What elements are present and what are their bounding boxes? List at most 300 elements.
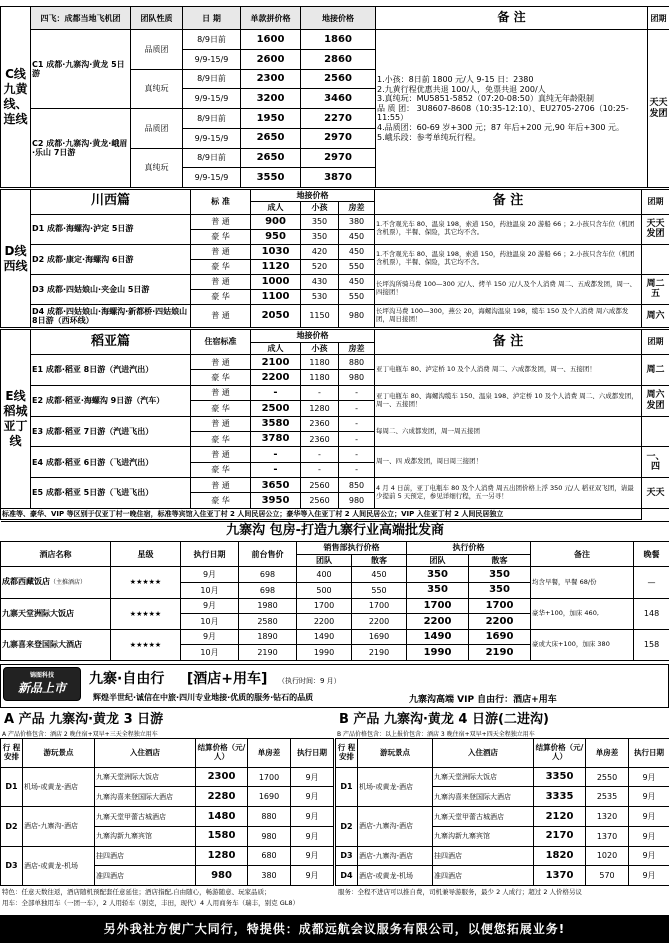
month-cell: 10月 [181,614,239,630]
star-rating: ★★★★★ [111,567,181,598]
price-row [1,304,669,327]
exec-fit-price: 1690 [469,629,531,645]
local-price-cell: 2560 [301,69,376,89]
standard-cell: 普 通 [191,355,251,370]
child-price: 1280 [301,401,339,416]
day-cell: D3 [336,846,358,866]
standard-cell: 普 通 [191,416,251,431]
standard-cell: 豪 华 [191,229,251,244]
child-price: 530 [301,289,339,304]
local-price-cell: 2270 [301,109,376,129]
product-row [1,807,334,827]
exec-team-price: 350 [407,567,469,583]
note-line: 品 质 团： 3U8607-8608（10:35-12:10）、EU2705-2706（10:25-11:55） [377,103,629,123]
header-row [1,330,669,343]
line-c-label: C线 九黄线、连线 [1,7,31,188]
sales-team-price: 500 [297,582,352,598]
departure-side: 周二 [642,355,669,386]
month-cell: 9月 [181,629,239,645]
product-header: 执行日期 [629,739,669,768]
price-cell: 2600 [241,50,301,70]
single-diff: 1700 [248,767,291,787]
exec-date: 9月 [291,807,334,827]
child-price: 2560 [301,478,339,493]
header-cell: 地接价格 [301,7,376,30]
route-name: D1 成都·海螺沟·泸定 5日游 [31,214,191,244]
day-cell: D4 [336,866,358,886]
section-free-travel [0,664,669,708]
hotel-subheader: 散客 [469,554,531,567]
hotel-cell: 九寨天堂甲蕾古城酒店 [433,807,534,827]
settle-price: 2300 [196,767,248,787]
product-header: 结算价格（元/人） [196,739,248,768]
single-diff: 2535 [586,787,629,807]
group-type: 真纯玩 [131,69,183,108]
route-note: 周一、四 成都发团，周日周三接团！ [375,447,642,478]
single-diff: 570 [586,866,629,886]
exec-date: 9月 [629,866,669,886]
header-cell: 日 期 [183,7,241,30]
dinner-price: — [634,567,669,598]
adult-price: 3950 [251,493,301,508]
sales-fit-price: 550 [352,582,407,598]
price-row [1,355,669,370]
price-row [1,244,669,259]
spot-cell: 机场-或黄龙-酒店 [23,767,95,806]
product-header: 单房差 [248,739,291,768]
price-cell: 3200 [241,89,301,109]
exec-date: 9月 [629,807,669,827]
exec-date: 9月 [629,767,669,787]
adult-price: 900 [251,214,301,229]
note-line: 2.九黄行程优惠共退 100/人，免票共退 200/人 [377,84,546,94]
product-a-includes: A 产品价格包含：酒店 2 晚住宿+双早+三天全程独立用车 [2,731,158,738]
team-period-header: 团期 [642,330,669,355]
route-note: 1.不含观光车 80、温泉 198，索道 150，药池温泉 20 游船 66 ；2.小孩只含车位（机团含机票），半餐、保险，其它均不含。 [375,244,642,274]
room-diff: 450 [339,274,375,289]
hotel-name [1,567,111,598]
price-row [1,214,669,229]
departure-side: 周六 [642,304,669,327]
route-name: E5 成都·稻亚 5日游（飞进飞出） [31,478,191,509]
team-period-header: 团期 [642,190,669,215]
product-header: 入住酒店 [95,739,196,768]
departure-side: 天天 [642,478,669,509]
free-travel-exec-time: （执行时间：9 月） [277,677,341,685]
header-cell: 单款拼价格 [241,7,301,30]
standard-cell: 普 通 [191,244,251,259]
route-name: E3 成都·稻亚 7日游（汽进飞出） [31,416,191,447]
exec-date: 9月 [629,826,669,846]
rack-price: 2580 [239,614,297,630]
free-travel-title: 九寨·自由行 [89,671,165,687]
price-row [1,385,669,400]
hotel-cell: 挂四酒店 [95,846,196,866]
departure-side: 天天发团 [648,30,669,188]
header-cell: 团队性质 [131,7,183,30]
slogan: 辉煌半世纪·诚信在中旅·四川专业地接·优质的服务·钻石的品质 [93,693,314,702]
date-cell: 9/9-15/9 [183,89,241,109]
hotel-subheader: 团队 [407,554,469,567]
hotel-cell: 九寨沟新九寨宾馆 [95,826,196,846]
local-price-cell: 2860 [301,50,376,70]
price-subheader: 成人 [251,342,301,355]
hotel-note: 均含早餐，早餐 68/份 [531,567,634,598]
adult-price: 2050 [251,304,301,327]
title-row [1,522,669,542]
exec-fit-price: 350 [469,582,531,598]
month-cell: 9月 [181,598,239,614]
c-line-notes [376,30,648,188]
month-cell: 10月 [181,645,239,661]
price-row [1,416,669,431]
child-price: 2560 [301,493,339,508]
room-diff: - [339,385,375,400]
price-cell: 2650 [241,148,301,168]
exec-date: 9月 [291,866,334,886]
sales-team-price: 1700 [297,598,352,614]
header-cell: 四飞：成都当地飞机团 [31,7,131,30]
free-travel-package: [酒店+用车] [186,671,268,687]
date-cell: 9/9-15/9 [183,128,241,148]
child-price: - [301,385,339,400]
footer-row [1,508,669,519]
hotel-name [1,629,111,660]
hotel-note: 豪或大床+100，加床 380 [531,629,634,660]
product-header: 结算价格（元/人） [534,739,586,768]
standard-cell: 豪 华 [191,401,251,416]
route-name: D3 成都·四姑娘山·夹金山 5日游 [31,274,191,304]
exec-date: 9月 [291,846,334,866]
adult-price: 2100 [251,355,301,370]
route-note: 亚丁电瓶车 80、海螺沟缆车 150、温泉 198、泸定桥 10 及个人消费 周二、六成都发团，周一、五接团！ [375,385,642,416]
local-price-cell: 1860 [301,30,376,50]
product-header: 游玩景点 [358,739,433,768]
price-header: 地接价格 [251,330,375,343]
note-line: 5.峨乐段：参考单纯玩行程。 [377,132,481,142]
departure-side [642,416,669,447]
exec-team-price: 2200 [407,614,469,630]
adult-price: 3580 [251,416,301,431]
room-diff: 980 [339,493,375,508]
sales-team-price: 400 [297,567,352,583]
product-header: 行 程 安排 [336,739,358,768]
rack-price: 2190 [239,645,297,661]
hotel-cell: 准四酒店 [433,866,534,886]
standard-header: 标 准 [191,190,251,215]
departure-side: 天天发团 [642,214,669,244]
exec-team-price: 350 [407,582,469,598]
rack-price: 698 [239,582,297,598]
rack-price: 1890 [239,629,297,645]
hotel-name-text: 成都西藏饭店 [2,577,50,587]
adult-price: 950 [251,229,301,244]
product-header: 行 程 安排 [1,739,23,768]
adult-price: 3780 [251,431,301,446]
local-price-cell: 3870 [301,168,376,188]
hotel-section-title: 九寨沟 包房-打造九寨行业高端批发商 [1,522,669,542]
child-price: 2360 [301,431,339,446]
day-cell: D2 [1,807,23,846]
room-diff: 980 [339,304,375,327]
exec-date: 9月 [291,767,334,787]
team-period-header: 团期 [648,7,669,30]
child-price: 430 [301,274,339,289]
price-cell: 3550 [241,168,301,188]
month-cell: 9月 [181,567,239,583]
hotel-header: 执行日期 [181,541,239,566]
adult-price: 3650 [251,478,301,493]
price-cell: 2300 [241,69,301,89]
route-name: E2 成都·稻亚·海螺沟 9日游（汽车） [31,385,191,416]
day-cell: D2 [336,807,358,846]
route-name: E1 成都·稻亚 8日游（汽进汽出） [31,355,191,386]
standard-cell: 豪 华 [191,493,251,508]
room-diff: - [339,462,375,477]
hotel-row [1,629,669,645]
product-a-title: A 产品 九寨沟·黄龙 3 日游 [4,712,164,727]
brand-logo [3,667,81,701]
date-cell: 9/9-15/9 [183,50,241,70]
room-diff: - [339,431,375,446]
line-d-label: D线 西线 [1,190,31,328]
section-d-line [0,189,669,328]
adult-price: - [251,385,301,400]
hotel-row [1,567,669,583]
route-note: 亚丁电瓶车 80、泸定桥 10 及个人消费 周二、六成都发团，周一、五接团！ [375,355,642,386]
settle-price: 3350 [534,767,586,787]
standard-cell: 豪 华 [191,259,251,274]
exec-fit-price: 2190 [469,645,531,661]
child-price: 2360 [301,416,339,431]
child-price: 520 [301,259,339,274]
logo-main-text: 新品上市 [17,681,66,695]
adult-price: 1120 [251,259,301,274]
spot-cell: 机场-或黄龙-酒店 [358,767,433,806]
price-row [1,478,669,493]
child-price: 420 [301,244,339,259]
product-row [1,767,334,787]
product-header: 入住酒店 [433,739,534,768]
local-price-cell: 2970 [301,148,376,168]
sales-fit-price: 1690 [352,629,407,645]
price-subheader: 小孩 [301,342,339,355]
adult-price: 1030 [251,244,301,259]
product-b [335,710,669,886]
date-cell: 8/9日前 [183,109,241,129]
group-type: 品质团 [131,109,183,148]
header-row [1,541,669,554]
price-row [1,30,669,50]
exec-fit-price: 2200 [469,614,531,630]
exec-fit-price: 350 [469,567,531,583]
route-note: 4 月 4 日前，亚丁电瓶车 80 及个人消费 周五出团价格上浮 350 元/人 稻亚双飞团，请最少提前 5 天预定，参见详细行程，五一另寻！ [375,478,642,509]
standard-cell: 普 通 [191,447,251,462]
single-diff: 1320 [586,807,629,827]
dinner-price: 158 [634,629,669,660]
sales-fit-price: 2190 [352,645,407,661]
date-cell: 8/9日前 [183,69,241,89]
route-name: D2 成都·康定·海螺沟 6日游 [31,244,191,274]
product-row [336,807,669,827]
exec-date: 9月 [629,787,669,807]
remark-header: 备 注 [376,7,648,30]
section-hotels [0,521,669,661]
child-price: - [301,462,339,477]
hotel-header: 执行价格 [407,541,531,554]
accommodation-footer: 标准等、豪华、VIP 等区别于仅亚丁村一晚住宿，标准等宾馆入住亚丁村 2 人间民居公立；豪华等入住亚丁村 2 人间民居公立；VIP 入住亚丁村 2 人间民居独立 [1,508,642,519]
room-diff: 550 [339,259,375,274]
price-subheader: 房差 [339,202,375,214]
group-type: 真纯玩 [131,148,183,187]
adult-price: 1100 [251,289,301,304]
single-diff: 980 [248,826,291,846]
settle-price: 980 [196,866,248,886]
product-row [336,866,669,886]
product-header: 执行日期 [291,739,334,768]
hotel-header: 备注 [531,541,634,566]
sales-team-price: 2200 [297,614,352,630]
product-b-title: B 产品 九寨沟·黄龙 4 日游(二进沟) [339,712,549,727]
settle-price: 2120 [534,807,586,827]
section-e-line [0,329,669,520]
route-name: C1 成都·九寨沟·黄龙 5日游 [31,30,131,109]
product-b-includes: B 产品价格包含：以上报价包含：酒店 3 晚住宿+双早+四天全程独立用车 [337,731,535,738]
departure-side: 一、四 [642,447,669,478]
room-diff: 850 [339,478,375,493]
header-row [1,7,669,30]
settle-price: 1580 [196,826,248,846]
service-text: 服务：全程不进店可以推自费，司机兼导游服务，最少 2 人成行；超过 2 人价格另议 [338,888,583,896]
hotel-cell: 九寨天堂洲际大饭店 [95,767,196,787]
date-cell: 8/9日前 [183,30,241,50]
line-e-label: E线 稻城亚丁线 [1,330,31,509]
standard-cell: 豪 华 [191,431,251,446]
price-cell: 2650 [241,128,301,148]
sales-fit-price: 2200 [352,614,407,630]
price-subheader: 房差 [339,342,375,355]
section-title: 川西篇 [31,190,191,215]
hotel-tag: （主推酒店） [50,579,87,587]
header-row [1,739,334,768]
price-subheader: 小孩 [301,202,339,214]
hotel-cell: 九寨沟喜来登国际大酒店 [95,787,196,807]
spot-cell: 酒店-九寨沟-酒店 [358,846,433,866]
single-diff: 1690 [248,787,291,807]
room-diff: 880 [339,355,375,370]
exec-date: 9月 [291,826,334,846]
room-diff: 550 [339,289,375,304]
single-diff: 380 [248,866,291,886]
sales-fit-price: 450 [352,567,407,583]
local-price-cell: 3460 [301,89,376,109]
product-row [1,846,334,866]
settle-price: 2170 [534,826,586,846]
settle-price: 1370 [534,866,586,886]
section-title: 稻亚篇 [31,330,191,355]
child-price: 1180 [301,355,339,370]
feature-text: 特色：任意天数往返，酒店随机预配套任意延住；酒店指配,自由随心，畅游随意、玩家品质； [2,888,271,896]
product-header: 单房差 [586,739,629,768]
exec-team-price: 1490 [407,629,469,645]
room-diff: 450 [339,229,375,244]
single-diff: 1020 [586,846,629,866]
settle-price: 3335 [534,787,586,807]
remark-header: 备 注 [375,330,642,355]
section-products [0,710,669,886]
exec-date: 9月 [629,846,669,866]
standard-cell: 普 通 [191,478,251,493]
product-row [336,767,669,787]
free-travel-title-row [89,668,341,688]
spot-cell: 酒店-或黄龙-机场 [358,866,433,886]
hotel-row [1,598,669,614]
remark-header: 备 注 [375,190,642,215]
settle-price: 1480 [196,807,248,827]
hotel-header: 晚餐 [634,541,669,566]
hotel-cell: 准四酒店 [95,866,196,886]
hotel-header: 前台售价 [239,541,297,566]
note-line: 3.真纯玩：MU5851-5852（07:20-08:50）真纯无年龄限制 [377,94,594,104]
departure-side [642,244,669,274]
rack-price: 1980 [239,598,297,614]
single-diff: 1370 [586,826,629,846]
child-price: 350 [301,229,339,244]
exec-fit-price: 1700 [469,598,531,614]
route-name: C2 成都·九寨沟·黄龙·峨眉·乐山 7日游 [31,109,131,188]
hotel-cell: 九寨天堂洲际大饭店 [433,767,534,787]
price-header: 地接价格 [251,190,375,202]
route-note: 1.不含观光车 80、温泉 198，索道 150，药池温泉 20 游船 66 ；2.小孩只含车位（机团含机票），半餐、保险，其它均不含。 [375,214,642,244]
section-c-line [0,6,669,188]
star-rating: ★★★★★ [111,598,181,629]
adult-price: - [251,462,301,477]
sales-team-price: 1490 [297,629,352,645]
price-row [1,274,669,289]
standard-cell: 普 通 [191,385,251,400]
room-diff: 380 [339,214,375,229]
exec-date: 9月 [291,787,334,807]
departure-side: 周六发团 [642,385,669,416]
route-name: D4 成都·四姑娘山·海螺沟·新都桥·四姑娘山 8日游（西环线） [31,304,191,327]
hotel-cell: 九寨沟喜来登国际大酒店 [433,787,534,807]
rack-price: 698 [239,567,297,583]
date-cell: 8/9日前 [183,148,241,168]
product-row [336,846,669,866]
sales-fit-price: 1700 [352,598,407,614]
adult-price: 2500 [251,401,301,416]
sales-team-price: 1990 [297,645,352,661]
local-price-cell: 2970 [301,128,376,148]
exec-team-price: 1990 [407,645,469,661]
hotel-name-text: 九寨天堂洲际大饭店 [2,609,74,619]
single-diff: 880 [248,807,291,827]
route-note: 长坪沟所骑马费 100—300 元/人、烤羊 150 元/人及个人消费 周二、五成都发团，周一、四接团！ [375,274,642,304]
hotel-cell: 挂四酒店 [433,846,534,866]
standard-cell: 豪 华 [191,370,251,385]
standard-header: 住宿标准 [191,330,251,355]
month-cell: 10月 [181,582,239,598]
standard-cell: 豪 华 [191,289,251,304]
spot-cell: 酒店-九寨沟-酒店 [23,807,95,846]
settle-price: 1280 [196,846,248,866]
route-note: 每周二、六成都发团，周一周五接团 [375,416,642,447]
vip-free-travel: 九寨沟高端 VIP 自由行：酒店+用车 [409,695,557,705]
room-diff: 450 [339,244,375,259]
price-cell: 1950 [241,109,301,129]
star-rating: ★★★★★ [111,629,181,660]
adult-price: 1000 [251,274,301,289]
